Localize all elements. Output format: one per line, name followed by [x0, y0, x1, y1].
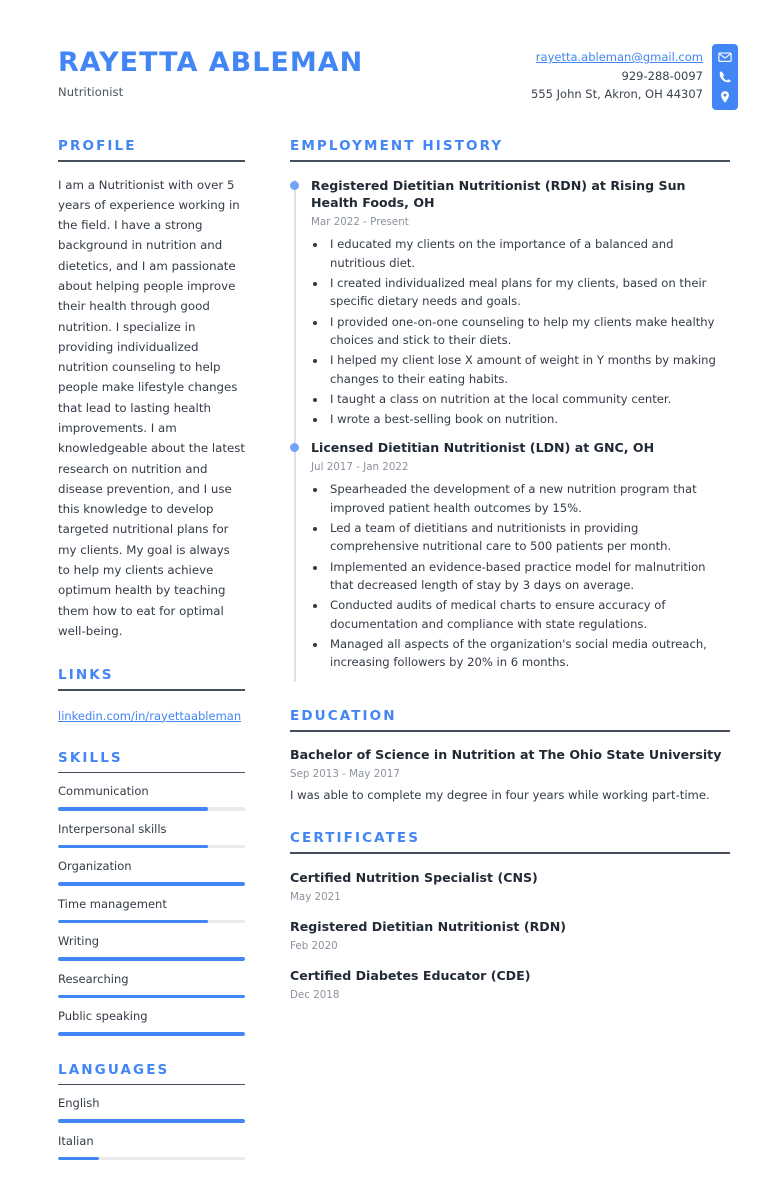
skill-item [58, 961, 245, 999]
section-profile [58, 138, 245, 641]
employment-bullet-list [327, 480, 730, 671]
certificate-entry [290, 918, 730, 952]
skill-label: Organization [58, 859, 132, 874]
profile-heading: PROFILE [58, 138, 137, 154]
location-pin-icon [718, 90, 732, 104]
section-education [290, 708, 730, 804]
envelope-icon [718, 50, 732, 64]
skills-heading: SKILLS [58, 749, 123, 766]
section-links [58, 667, 245, 724]
certificates-list [290, 869, 730, 1001]
contact-lines [531, 44, 712, 104]
employment-bullet: • I taught a class on nutrition at the local community center. [327, 390, 730, 408]
phone-icon [718, 70, 732, 84]
employment-bullet: • I wrote a best-selling book on nutrition. [327, 410, 730, 428]
education-entry-description: I was able to complete my degree in four years while working part-time. [290, 787, 710, 802]
employment-entry-title: Licensed Dietitian Nutritionist (LDN) at GNC, OH [311, 440, 655, 456]
left-column [0, 138, 245, 1186]
skill-label: Interpersonal skills [58, 821, 167, 836]
employment-timeline [290, 177, 730, 683]
resume-header [0, 0, 768, 110]
links-heading: LINKS [58, 667, 114, 684]
right-column [245, 138, 768, 1186]
certificates-heading: CERTIFICATES [290, 830, 421, 847]
skills-list [58, 773, 245, 1036]
certificate-entry [290, 967, 730, 1001]
education-heading: EDUCATION [290, 708, 397, 725]
employment-bullet: • I created individualized meal plans for my clients, based on their specific dietary needs and goals. [327, 274, 730, 311]
employment-entry [311, 439, 730, 682]
timeline-dot-icon [290, 181, 299, 190]
linkedin-link[interactable]: linkedin.com/in/rayettaableman [58, 708, 242, 723]
language-bar-fill [58, 1157, 99, 1161]
employment-bullet: • I helped my client lose X amount of weight in Y months by making changes to their eating habits. [327, 351, 730, 388]
employment-bullet-list [327, 235, 730, 428]
timeline-dot-icon [290, 443, 299, 452]
language-label: English [58, 1096, 100, 1111]
section-divider [290, 730, 730, 732]
full-name: RAYETTA ABLEMAN [58, 47, 364, 78]
certificate-entry-title: Registered Dietitian Nutritionist (RDN) [290, 918, 567, 934]
profile-text: I am a Nutritionist with over 5 years of experience working in the field. I have a strong background in nutrition and dietetics, and I am passionate about helping people improve their health through good nutrition. I specialize in providing individualized nutrition counseling to help people make lifestyle changes that lead to lasting health improvements. I am knowledgeable about the latest research on nutrition and disease prevention, and I use this knowledge to develop targeted nutritional plans for my clients. My goal is always to help my clients achieve optimum health by teaching them how to eat for optimal well-being. [58, 177, 246, 638]
employment-bullet: • Managed all aspects of the organization's social media outreach, increasing followers by 20% in 6 months. [327, 635, 730, 672]
skill-bar-fill [58, 1032, 245, 1036]
employment-entry-date: Jul 2017 - Jan 2022 [311, 461, 409, 474]
languages-list [58, 1085, 245, 1160]
section-skills [58, 750, 245, 1036]
resume-body [0, 110, 768, 1186]
section-employment-history [290, 138, 730, 682]
skill-item [58, 811, 245, 849]
skill-item [58, 998, 245, 1036]
section-certificates [290, 830, 730, 1000]
languages-heading: LANGUAGES [58, 1061, 170, 1078]
section-divider [290, 852, 730, 854]
employment-entry [311, 177, 730, 440]
name-block [58, 44, 363, 99]
education-entry-date: Sep 2013 - May 2017 [290, 767, 400, 780]
contact-block [531, 44, 768, 110]
employment-entry-date: Mar 2022 - Present [311, 216, 409, 229]
certificate-entry [290, 869, 730, 903]
education-list [290, 746, 730, 804]
section-languages [58, 1062, 245, 1161]
contact-icon-badge [712, 44, 738, 110]
address-text: 555 John St, Akron, OH 44307 [531, 87, 703, 102]
certificate-entry-title: Certified Diabetes Educator (CDE) [290, 967, 531, 983]
employment-bullet: • Conducted audits of medical charts to ensure accuracy of documentation and compliance with state regulations. [327, 596, 730, 633]
skill-label: Writing [58, 934, 100, 949]
employment-bullet: • Led a team of dietitians and nutritionists in providing comprehensive nutritional care to 500 patients per month. [327, 519, 730, 556]
certificate-entry-date: May 2021 [290, 890, 341, 903]
language-item [58, 1123, 245, 1161]
skill-label: Researching [58, 971, 129, 986]
section-divider [58, 160, 245, 162]
language-label: Italian [58, 1133, 94, 1148]
skill-item [58, 886, 245, 924]
employment-bullet: • I provided one-on-one counseling to help my clients make healthy choices and stick to their diets. [327, 313, 730, 350]
certificate-entry-date: Feb 2020 [290, 939, 338, 952]
education-entry-title: Bachelor of Science in Nutrition at The Ohio State University [290, 747, 722, 763]
skill-bar-track [58, 1032, 245, 1036]
employment-bullet: • Implemented an evidence-based practice model for malnutrition that decreased length of stay by 3 days on average. [327, 558, 730, 595]
skill-label: Communication [58, 784, 149, 799]
skill-item [58, 848, 245, 886]
skill-item [58, 923, 245, 961]
phone-text: 929-288-0097 [621, 68, 703, 83]
link-item[interactable] [58, 705, 245, 724]
language-bar-track [58, 1157, 245, 1161]
employment-entry-title: Registered Dietitian Nutritionist (RDN) at Rising Sun Health Foods, OH [311, 177, 686, 211]
skill-label: Public speaking [58, 1009, 148, 1024]
skill-item [58, 773, 245, 811]
employment-bullet: • Spearheaded the development of a new nutrition program that improved patient health outcomes by 15%. [327, 480, 730, 517]
job-title: Nutritionist [58, 84, 124, 99]
employment-heading: EMPLOYMENT HISTORY [290, 138, 504, 154]
section-divider [290, 160, 730, 162]
skill-label: Time management [58, 896, 167, 911]
certificate-entry-date: Dec 2018 [290, 988, 340, 1001]
email-link[interactable]: rayetta.ableman@gmail.com [535, 50, 703, 64]
employment-bullet: • I educated my clients on the importance of a balanced and nutritious diet. [327, 235, 730, 272]
section-divider [58, 689, 245, 691]
certificate-entry-title: Certified Nutrition Specialist (CNS) [290, 870, 538, 886]
language-item [58, 1085, 245, 1123]
education-entry [290, 746, 730, 804]
